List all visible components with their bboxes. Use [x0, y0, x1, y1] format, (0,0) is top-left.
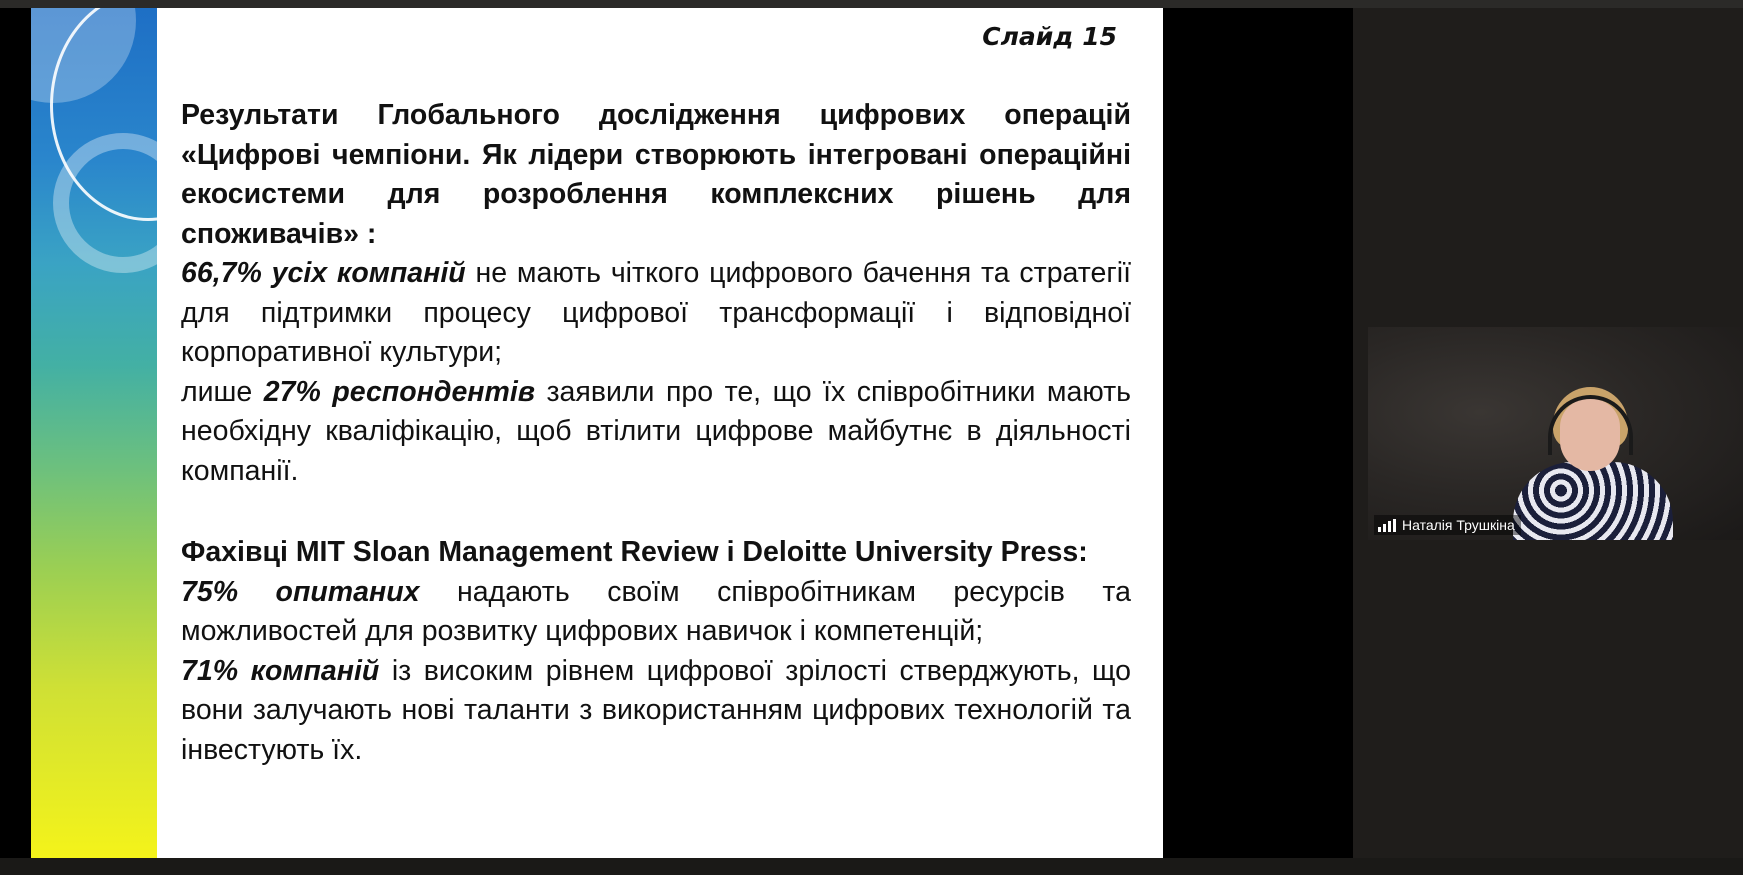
participant-name: Наталія Трушкіна: [1402, 517, 1515, 533]
highlight-stat-3: 75% опитаних: [181, 575, 420, 608]
presentation-slide: [31, 8, 1163, 858]
slide-body: [181, 96, 1131, 770]
paragraph-4-text: із високим рівнем цифрової зрілості стверджують, що вони залучають нові таланти з використанням цифрових технологій та інвестують їх.: [181, 654, 1131, 766]
top-strip: [0, 0, 1743, 8]
signal-bars-icon: [1378, 519, 1396, 532]
screen-share-area[interactable]: [0, 8, 1353, 858]
slide-paragraph-1: [181, 254, 1131, 373]
slide-number: Слайд 15: [982, 22, 1117, 51]
participant-clothing: [1513, 462, 1673, 540]
slide-paragraph-2: [181, 373, 1131, 492]
slide-paragraph-3: [181, 573, 1131, 652]
highlight-stat-2: 27% респондентів: [263, 375, 535, 408]
paragraph-1-text: не мають чіткого цифрового бачення та стратегії для підтримки процесу цифрової трансформації і відповідної корпоративної культури;: [181, 257, 1131, 368]
participant-video-feed: [1498, 377, 1698, 540]
paragraph-3-text: надають своїм співробітникам ресурсів та можливостей для розвитку цифрових навичок і компетенцій;: [181, 575, 1131, 647]
paragraph-gap: [181, 491, 1131, 533]
participant-name-label: [1374, 515, 1521, 535]
slide-heading-2: Фахівці MIT Sloan Management Review і Deloitte University Press:: [181, 536, 1088, 568]
paragraph-2-text: заявили про те, що їх співробітники мають необхідну кваліфікацію, щоб втілити цифрове майбутнє в діяльності компанії.: [181, 375, 1131, 487]
highlight-stat-4: 71% компаній: [181, 654, 380, 687]
slide-heading-1: Результати Глобального дослідження цифрових операцій «Цифрові чемпіони. Як лідери створюють інтегровані операційні екосистеми для розроблення комплексних рішень для споживачів» :: [181, 99, 1131, 250]
highlight-stat-1: 66,7% усіх компаній: [181, 257, 466, 289]
participant-video-tile[interactable]: [1368, 327, 1743, 540]
bottom-bar: [0, 858, 1743, 875]
paragraph-2-prefix: лише: [181, 375, 264, 408]
slide-decorative-band: [31, 8, 157, 858]
slide-paragraph-4: [181, 652, 1131, 771]
